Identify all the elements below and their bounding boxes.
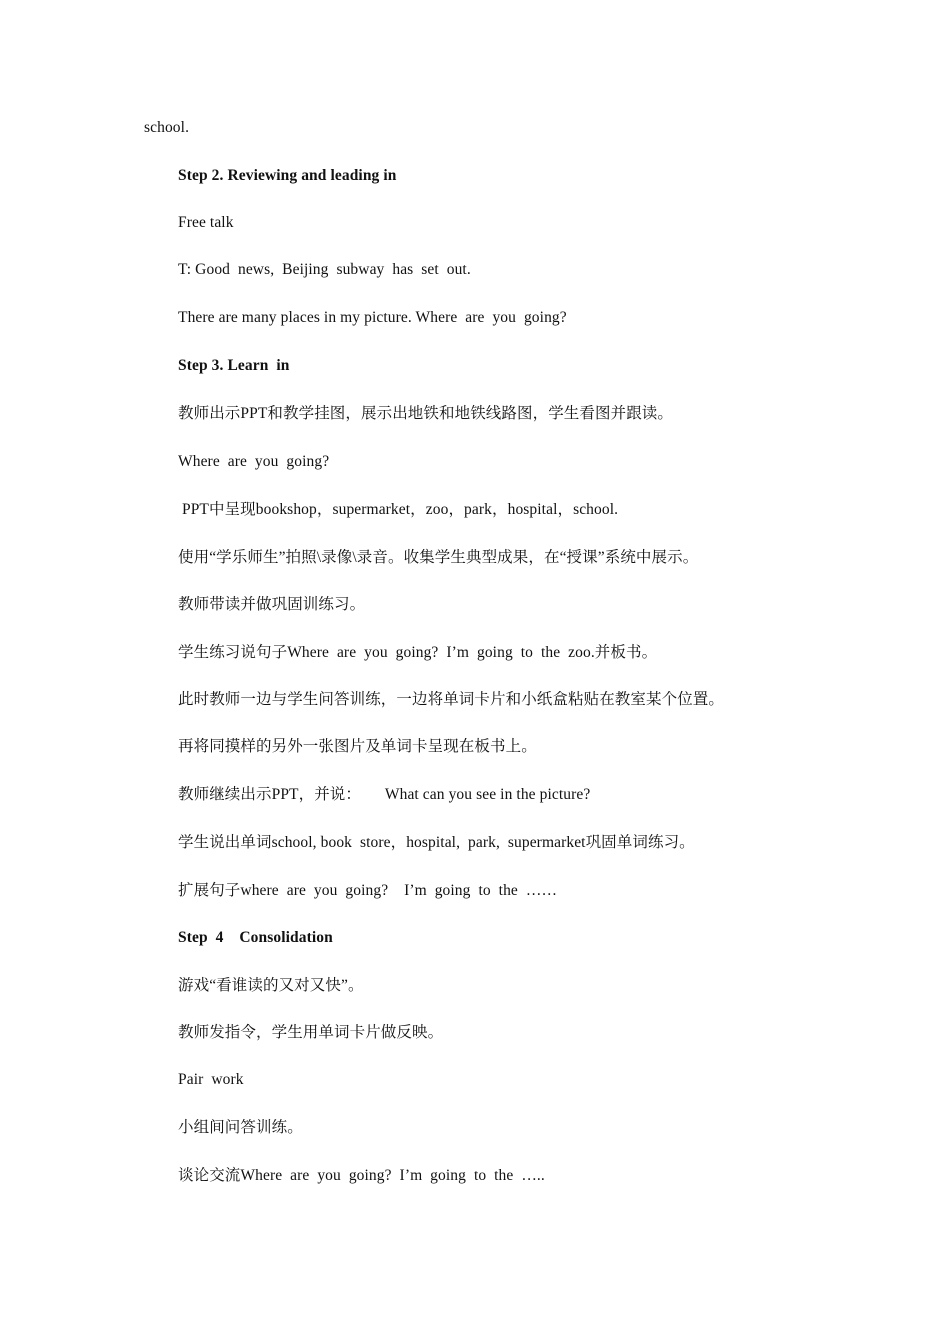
text-line: 扩展句子where are you going? I’m going to the …… <box>178 882 558 899</box>
text-line: 谈论交流Where are you going? I’m going to the ….. <box>178 1167 545 1184</box>
text-line: Where are you going? <box>178 453 330 470</box>
text-line: PPT中呈现bookshop，supermarket，zoo，park，hospital，school. <box>178 501 619 518</box>
text-line: 教师出示PPT和教学挂图，展示出地铁和地铁线路图，学生看图并跟读。 <box>178 405 674 422</box>
step-3-heading: Step 3. Learn in <box>178 357 290 374</box>
text-line: 再将同摸样的另外一张图片及单词卡呈现在板书上。 <box>178 738 537 755</box>
text-line: 游戏“看谁读的又对又快”。 <box>178 977 364 994</box>
free-talk-label: Free talk <box>178 214 234 231</box>
step-4-heading: Step 4 Consolidation <box>178 929 333 946</box>
places-question: There are many places in my picture. Where are you going? <box>178 309 567 326</box>
step-2-heading: Step 2. Reviewing and leading in <box>178 167 397 184</box>
pair-work-label: Pair work <box>178 1071 244 1088</box>
text-line: 教师发指令，学生用单词卡片做反映。 <box>178 1024 444 1041</box>
text-line: 教师继续出示PPT，并说： What can you see in the picture? <box>178 786 591 803</box>
text-line: 小组间问答训练。 <box>178 1119 303 1136</box>
text-line: 学生练习说句子Where are you going? I’m going to the zoo.并板书。 <box>178 644 658 661</box>
text-line: 使用“学乐师生”拍照\录像\录音。收集学生典型成果，在“授课”系统中展示。 <box>178 549 699 566</box>
text-line: 此时教师一边与学生问答训练，一边将单词卡片和小纸盒粘贴在教室某个位置。 <box>178 691 725 708</box>
paragraph-continuation: school. <box>144 119 190 136</box>
teacher-line: T: Good news, Beijing subway has set out. <box>178 261 471 278</box>
text-line: 学生说出单词school, book store，hospital, park, supermarket巩固单词练习。 <box>178 834 695 851</box>
text-line: 教师带读并做巩固训练习。 <box>178 596 366 613</box>
